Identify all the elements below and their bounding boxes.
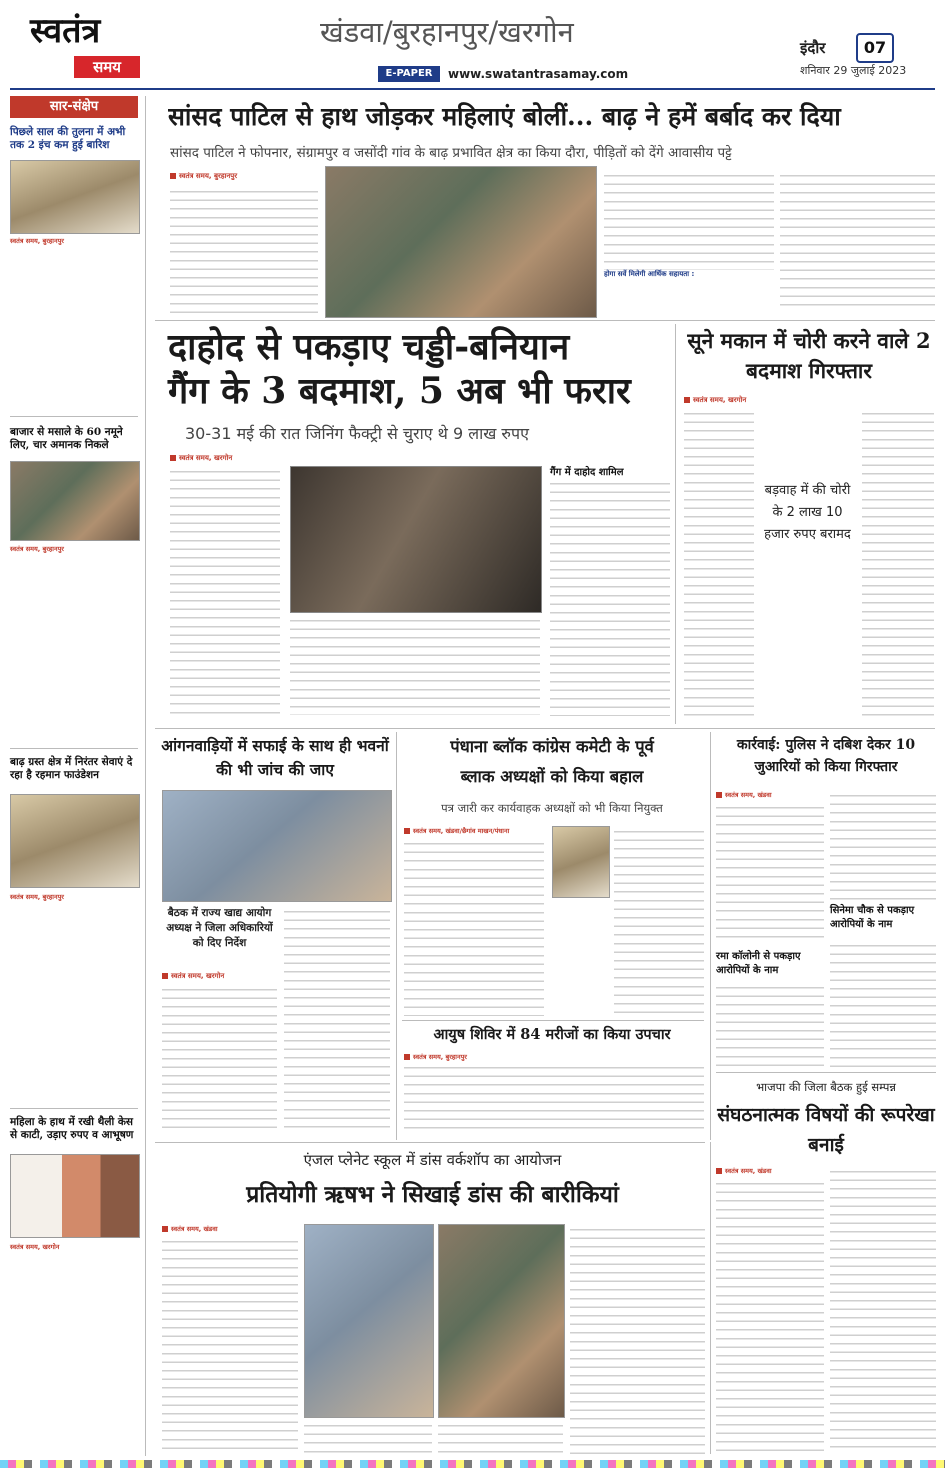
lead-headline: सांसद पाटिल से हाथ जोड़कर महिलाएं बोलीं... बाढ़ ने हमें बर्बाद कर दिया xyxy=(168,102,841,131)
story2-subhead: 30-31 मई की रात जिनिंग फैक्ट्री से चुराए थे 9 लाख रुपए xyxy=(185,424,529,443)
date: शनिवार 29 जुलाई 2023 xyxy=(800,64,907,77)
row3-rule xyxy=(155,1142,705,1143)
logo-top: स्वतंत्र xyxy=(30,11,101,51)
lead-body-mid xyxy=(604,170,774,270)
story7-headline: कार्रवाई: पुलिस ने दबिश देकर 10 जुआरियों को किया गिरफ्तार xyxy=(736,737,916,775)
story4-column-rule xyxy=(396,732,397,1140)
story2-headline-1: दाहोद से पकड़ाए चड्डी-बनियान xyxy=(168,326,570,368)
story4-callout: बैठक में राज्य खाद्य आयोग अध्यक्ष ने जिला अधिकारियों को दिए निर्देश xyxy=(166,907,273,949)
sidebar-byline-3: स्वतंत्र समय, बुरहानपुर xyxy=(10,893,64,901)
lead-subhead: सांसद पाटिल ने फोपनार, संग्रामपुर व जसोंदी गांव के बाढ़ प्रभावित क्षेत्र का किया दौरा, पीड़ितों को देंगे आवासीय पट्टे xyxy=(170,145,732,161)
story5-headline-2: ब्लाक अध्यक्षों को किया बहाल xyxy=(460,767,644,786)
story4-body-1 xyxy=(162,984,277,1134)
story9-caption-1 xyxy=(304,1420,432,1454)
story9-photo-1 xyxy=(304,1224,434,1418)
row2-rule xyxy=(155,728,935,729)
story7-body-left-2 xyxy=(716,982,824,1068)
sidebar-column-rule xyxy=(145,96,146,1456)
story2-photo xyxy=(290,466,542,613)
lead-body-left xyxy=(170,186,318,316)
story7-sub2: रमा कॉलोनी से पकड़ाए आरोपियों के नाम xyxy=(716,951,801,976)
story2-body-left xyxy=(170,466,280,716)
story7-sub1: सिनेमा चौक से पकड़ाए आरोपियों के नाम xyxy=(830,905,915,930)
story3-byline: स्वतंत्र समय, खरगोन xyxy=(684,396,746,405)
lead-byline: स्वतंत्र समय, बुरहानपुर xyxy=(170,172,237,181)
sidebar-photo-2 xyxy=(10,461,140,541)
sidebar-body-1 xyxy=(10,246,138,406)
story6-body xyxy=(404,1062,704,1136)
story5-photo xyxy=(552,826,610,898)
edition-title: खंडवा/बुरहानपुर/खरगोन xyxy=(320,15,574,49)
story4-photo xyxy=(162,790,392,902)
sidebar-photo-1 xyxy=(10,160,140,234)
story7-body-left xyxy=(716,802,824,942)
story4-byline: स्वतंत्र समय, खरगोन xyxy=(162,972,224,981)
epaper-label: E-PAPER xyxy=(378,66,440,82)
sidebar-headline-1: पिछले साल की तुलना में अभी तक 2 इंच कम हुई बारिश xyxy=(10,126,126,151)
masthead xyxy=(0,0,945,90)
story9-byline: स्वतंत्र समय, खंडवा xyxy=(162,1224,218,1233)
logo-bottom: समय xyxy=(74,56,140,78)
story7-byline: स्वतंत्र समय, खंडवा xyxy=(716,790,772,799)
sidebar-divider-2 xyxy=(10,748,138,749)
city: इंदौर xyxy=(800,39,826,57)
story2-headline-2: गैंग के 3 बदमाश, 5 अब भी फरार xyxy=(168,370,631,412)
story9-photo-2 xyxy=(438,1224,565,1418)
story5-byline: स्वतंत्र समय, खंडवा/छैगांव माखन/पंधाना xyxy=(404,826,509,835)
story3-body-right xyxy=(862,408,934,718)
masthead-rule xyxy=(10,88,935,90)
story9-caption-2 xyxy=(438,1420,563,1454)
sidebar-headline-3: बाढ़ ग्रस्त क्षेत्र में निरंतर सेवाएं दे रहा है रहमान फाउंडेशन xyxy=(10,756,133,781)
story2-byline: स्वतंत्र समय, खरगोन xyxy=(170,454,232,463)
story9-column-rule xyxy=(710,1142,711,1454)
story6-byline: स्वतंत्र समय, बुरहानपुर xyxy=(404,1052,467,1061)
story2-column-rule xyxy=(675,324,676,724)
story5-body-left xyxy=(404,838,544,1016)
story8-kicker: भाजपा की जिला बैठक हुई सम्पन्न xyxy=(756,1080,896,1094)
website[interactable]: www.swatantrasamay.com xyxy=(448,67,629,81)
sidebar xyxy=(10,96,138,1456)
story9-body-right xyxy=(570,1224,705,1454)
color-registration-bar xyxy=(0,1460,945,1468)
sidebar-byline-1: स्वतंत्र समय, बुरहानपुर xyxy=(10,237,64,245)
sidebar-byline-4: स्वतंत्र समय, खरगोन xyxy=(10,1243,60,1251)
lead-photo xyxy=(325,166,597,318)
story4-headline: आंगनवाड़ियों में सफाई के साथ ही भवनों की भी जांच की जाए xyxy=(161,736,389,779)
lead-subsection: होगा सर्वे मिलेगी आर्थिक सहायता : xyxy=(604,270,695,278)
story7-body-right-2 xyxy=(830,940,936,1068)
story8-headline: संघठनात्मक विषयों की रूपरेखा बनाई xyxy=(717,1104,935,1156)
story8-body-right xyxy=(830,1166,936,1453)
story4-body-2 xyxy=(284,906,390,1134)
lead-rule xyxy=(155,320,935,321)
story7-body-right xyxy=(830,790,936,900)
story5-body-right xyxy=(614,826,704,1016)
story3-headline: सूने मकान में चोरी करने वाले 2 बदमाश गिरफ्तार xyxy=(687,328,931,383)
story6-headline: आयुष शिविर में 84 मरीजों का किया उपचार xyxy=(433,1026,671,1043)
story7-rule xyxy=(716,1072,936,1073)
story9-body-left xyxy=(162,1236,298,1453)
story5-headline-1: पंधाना ब्लॉक कांग्रेस कमेटी के पूर्व xyxy=(450,737,654,756)
story6-column-rule xyxy=(710,732,711,1140)
sidebar-photo-4 xyxy=(10,1154,140,1238)
sidebar-headline-4: महिला के हाथ में रखी थैली केस से काटी, उड़ाए रुपए व आभूषण xyxy=(10,1116,134,1141)
story3-callout: बड़वाह में की चोरी के 2 लाख 10 हजार रुपए बरामद xyxy=(764,483,851,542)
sidebar-header: सार-संक्षेप xyxy=(10,96,138,118)
story5-rule xyxy=(402,1020,704,1021)
page-number: 07 xyxy=(856,33,894,63)
sidebar-divider-3 xyxy=(10,1108,138,1109)
sidebar-photo-3 xyxy=(10,794,140,888)
sidebar-headline-2: बाजार से मसाले के 60 नमूने लिए, चार अमानक निकले xyxy=(10,426,123,451)
story8-body-left xyxy=(716,1178,824,1453)
story2-box-body xyxy=(550,478,670,716)
story8-byline: स्वतंत्र समय, खंडवा xyxy=(716,1166,772,1175)
story2-body-mid xyxy=(290,615,540,715)
sidebar-divider-1 xyxy=(10,416,138,417)
story3-body-left xyxy=(684,408,754,718)
lead-body-right xyxy=(780,170,935,310)
story2-box-title: गैंग में दाहोद शामिल xyxy=(550,467,624,478)
story9-kicker: एंजल प्लेनेट स्कूल में डांस वर्कशॉप का आयोजन xyxy=(303,1151,562,1169)
story5-subhead: पत्र जारी कर कार्यवाहक अध्यक्षों को भी किया नियुक्त xyxy=(441,801,663,815)
story9-headline: प्रतियोगी ऋषभ ने सिखाई डांस की बारीकियां xyxy=(246,1181,619,1208)
sidebar-byline-2: स्वतंत्र समय, बुरहानपुर xyxy=(10,545,64,553)
